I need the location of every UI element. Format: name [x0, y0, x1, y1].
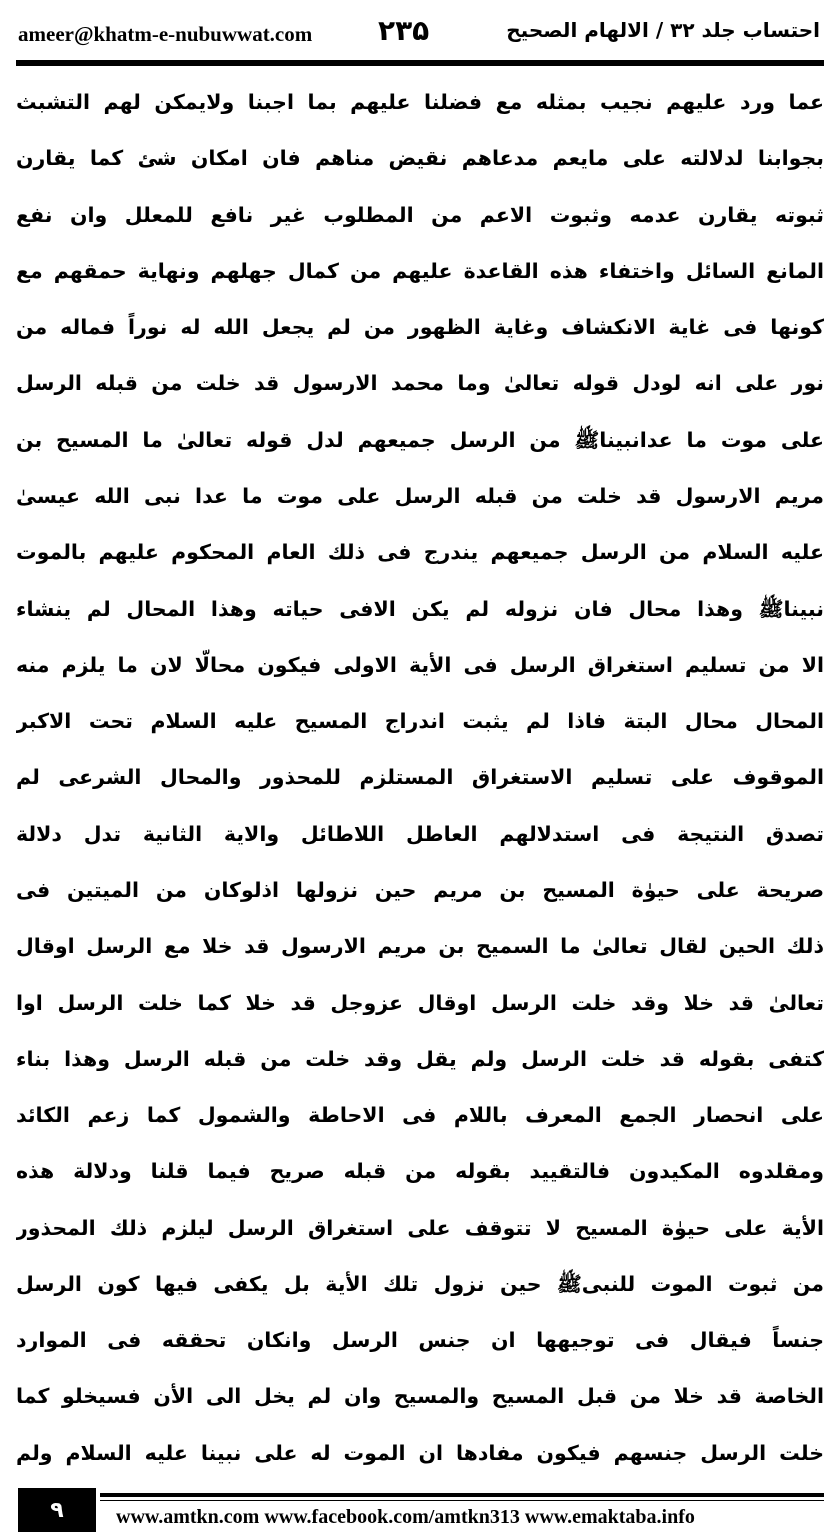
body-line: المانع السائل واختفاء هذه القاعدة عليهم من كمال جهلهم ونهاية حمقهم مع — [16, 258, 824, 283]
footer-rule-thin — [100, 1500, 824, 1501]
footer-page-number: ٩ — [50, 1497, 64, 1523]
footer-rule — [100, 1493, 824, 1497]
body-line: كتفى بقوله قد خلت الرسل ولم يقل وقد خلت من قبله الرسل وهذا بناء — [16, 1046, 824, 1071]
body-line: على انحصار الجمع المعرف باللام فى الاحاطة والشمول كما زعم الكائد — [16, 1103, 824, 1128]
page-header — [0, 0, 840, 64]
body-line: عليه السلام من الرسل جميعهم يندرج فى ذلك العام المحكوم عليهم بالموت — [16, 540, 824, 565]
body-line: على موت ما عدانبيناﷺ من الرسل جميعهم لدل قوله تعالىٰ ما المسيح بن — [16, 427, 824, 452]
body-line: ومقلدوه المكيدون فالتقييد بقوله من قبله صريح فيما قلنا ودلالة هذه — [16, 1159, 824, 1184]
body-line: الا من تسليم استغراق الرسل فى الأية الاولى فيكون محالّا لان ما يلزم منه — [16, 652, 824, 677]
body-line: جنساً فيقال فى توجيهها ان جنس الرسل وانكان تحققه فى الموارد — [16, 1328, 824, 1353]
header-email: ameer@khatm-e-nubuwwat.com — [18, 22, 313, 46]
body-line: عما ورد عليهم نجيب بمثله مع فضلنا عليهم بما اجبنا ولايمكن لهم التشبث — [16, 90, 824, 114]
body-line: الموقوف على تسليم الاستغراق المستلزم للمحذور والمحال الشرعى لم — [16, 765, 824, 790]
body-line: نبيناﷺ وهذا محال فان نزوله لم يكن الافى حياته وهذا المحال لم ينشاء — [16, 596, 824, 621]
body-line: كونها فى غاية الانكشاف وغاية الظهور من لم يجعل الله له نوراً فماله من — [16, 315, 824, 340]
header-rule — [16, 60, 824, 66]
body-line: تعالىٰ قد خلا وقد خلت الرسل اوقال عزوجل قد خلا كما خلت الرسل اوا — [16, 990, 824, 1015]
body-line: ذلك الحين لقال تعالىٰ ما السميح بن مريم الارسول قد خلا مع الرسل اوقال — [16, 934, 824, 959]
body-line: الأية على حيوٰة المسيح لا تتوقف على استغراق الرسل ليلزم ذلك المحذور — [16, 1215, 824, 1240]
footer-page-box — [18, 1488, 96, 1532]
body-line: تصدق النتيجة فى استدلالهم العاطل اللاطائل والاية الثانية تدل دلالة — [16, 821, 824, 846]
body-line: ثبوته يقارن عدمه وثبوت الاعم من المطلوب غير نافع للمعلل وان نفع — [16, 202, 824, 227]
body-line: صريحة على حيوٰة المسيح بن مريم حين نزولها اذلوكان من الميتين فى — [16, 877, 824, 902]
page-footer — [0, 1488, 840, 1540]
header-page-number: ۲۳۵ — [378, 14, 430, 47]
body-line: خلت الرسل جنسهم فيكون مفادها ان الموت له على نبينا عليه السلام ولم — [16, 1440, 824, 1465]
body-line: من ثبوت الموت للنبىﷺ حين نزول تلك الأية بل يكفى فيها كون الرسل — [16, 1271, 824, 1296]
body-line: مريم الارسول قد خلت من قبله الرسل على موت ما عدا نبى الله عيسىٰ — [16, 483, 824, 508]
body-line: الخاصة قد خلا من قبل المسيح والمسيح وان لم يخل الى الأن فسيخلو كما — [16, 1384, 824, 1409]
footer-urls: www.amtkn.com www.facebook.com/amtkn313 www.emaktaba.info — [116, 1506, 695, 1528]
header-book-title: احتساب جلد ۳۲ / الالهام الصحیح — [506, 18, 820, 42]
body-line: المحال محال البتة فاذا لم يثبت اندراج المسيح عليه السلام تحت الاكبر — [16, 709, 824, 734]
body-line: بجوابنا لدلالته على مايعم مدعاهم نقيض مناهم فان امكان شئ كما يقارن — [16, 146, 824, 171]
body-line: نور على انه لودل قوله تعالىٰ وما محمد الارسول قد خلت من قبله الرسل — [16, 371, 824, 396]
body-text — [16, 80, 824, 1475]
